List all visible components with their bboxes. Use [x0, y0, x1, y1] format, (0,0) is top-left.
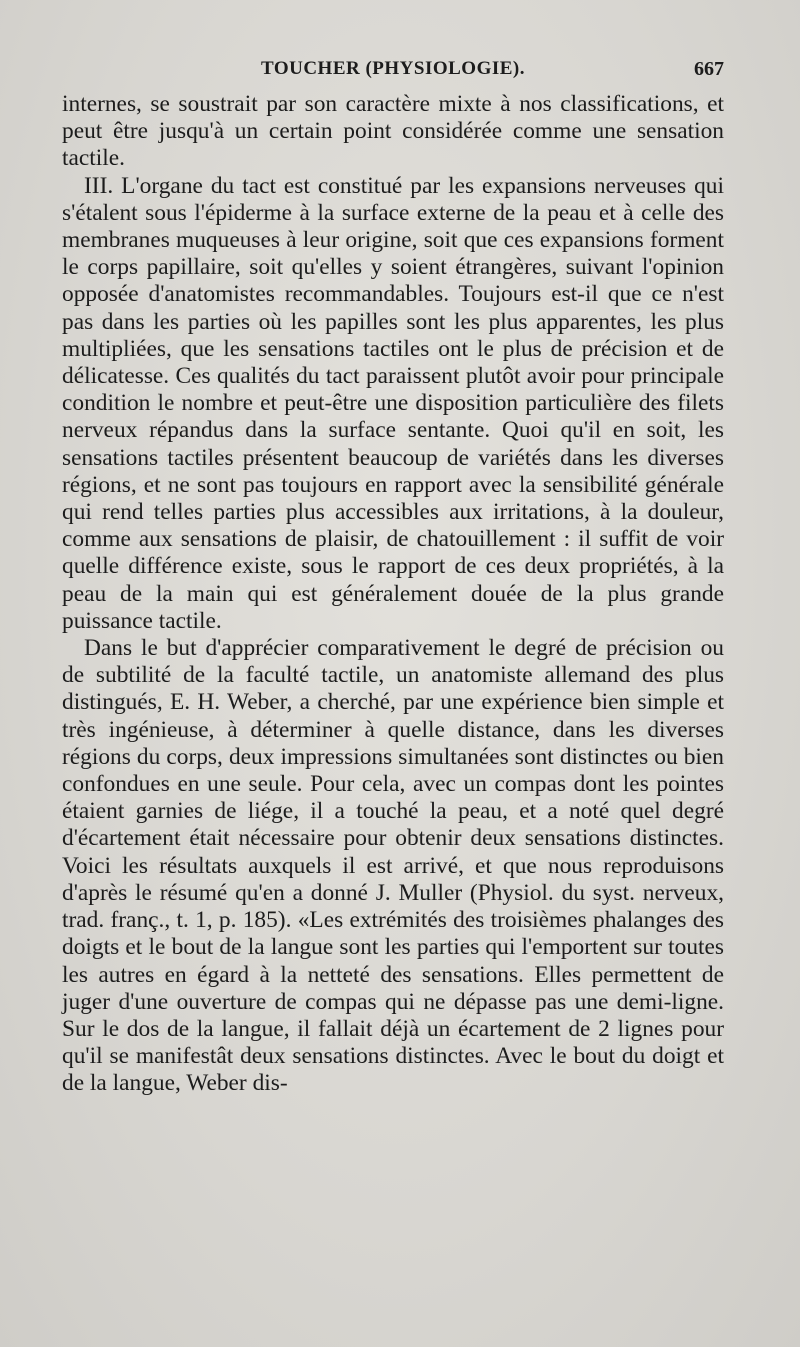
paragraph-section-iii: III. L'organe du tact est constitué par les expansions nerveuses qui s'étalent sous l'épiderme à la surface externe de la peau et à celle des membranes muqueuses à leur origine, soit que ces expansions forment le corps papillaire, soit qu'elles y soient étrangères, suivant l'opinion opposée d'anatomistes recommandables. Toujours est-il que ce n'est pas dans les parties où les papilles sont les plus apparentes, les plus multipliées, que les sensations tactiles ont le plus de précision et de délicatesse. Ces qualités du tact paraissent plutôt avoir pour principale condition le nombre et peut-être une disposition particulière des filets nerveux répandus dans la surface sentante. Quoi qu'il en soit, les sensations tactiles présentent beaucoup de variétés dans les diverses régions, et ne sont pas toujours en rapport avec la sensibilité générale qui rend telles parties plus accessibles aux irritations, à la douleur, comme aux sensations de plaisir, de chatouillement : il suffit de voir quelle différence existe, sous le rapport de ces deux propriétés, à la peau de la main qui est généralement douée de la plus grande puissance tactile.	[62, 172, 724, 634]
running-head: TOUCHER (PHYSIOLOGIE).	[260, 58, 526, 79]
paragraph-continued: internes, se soustrait par son caractère mixte à nos classifications, et peut être jusqu'à un certain point considérée comme une sensation tactile.	[62, 91, 724, 172]
paragraph-weber-experiment: Dans le but d'apprécier comparativement le degré de précision ou de subtilité de la faculté tactile, un anatomiste allemand des plus distingués, E. H. Weber, a cherché, par une expérience bien simple et très ingénieuse, à déterminer à quelle distance, dans les diverses régions du corps, deux impressions simultanées sont distinctes ou bien confondues en une seule. Pour cela, avec un compas dont les pointes étaient garnies de liége, il a touché la peau, et a noté quel degré d'écartement était nécessaire pour obtenir deux sensations distinctes. Voici les résultats auxquels il est arrivé, et que nous reproduisons d'après le résumé qu'en a donné J. Muller (Physiol. du syst. nerveux, trad. franç., t. 1, p. 185). «Les extrémités des troisièmes phalanges des doigts et le bout de la langue sont les parties qui l'emportent sur toutes les autres en égard à la netteté des sensations. Elles permettent de juger d'une ouverture de compas qui ne dépasse pas une demi-ligne. Sur le dos de la langue, il fallait déjà un écartement de 2 lignes pour qu'il se manifestât deux sensations distinctes. Avec le bout du doigt et de la langue, Weber dis-	[62, 635, 724, 1097]
page-header	[62, 58, 724, 90]
body-text	[62, 91, 724, 1098]
page-number: 667	[694, 58, 724, 80]
